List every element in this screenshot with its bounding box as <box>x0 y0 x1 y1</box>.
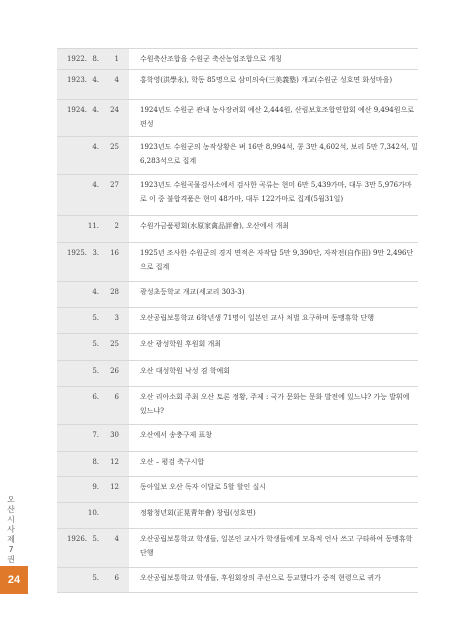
side-title-char: 사 <box>7 525 15 534</box>
day: 4 <box>114 535 119 543</box>
day: 1 <box>114 55 119 63</box>
chronology-row <box>57 216 418 243</box>
event-text: 정황청년회(正晃靑年會) 창립(성호면) <box>140 509 256 517</box>
year: 1925. <box>66 249 87 257</box>
event-text: 오산에서 송충구제 표창 <box>140 431 213 439</box>
date-cell <box>57 216 129 242</box>
event-text: 홍학영(洪學永), 학동 85명으로 삼미의숙(三美義塾) 개교(수원군 성호면 화성마을) <box>140 76 393 84</box>
chronology-row <box>57 387 418 425</box>
day: 25 <box>110 340 119 348</box>
date-cell <box>57 425 129 451</box>
month: 9. <box>92 483 99 491</box>
event-text: 오산 – 평검 축구시합 <box>140 458 205 466</box>
month: 4. <box>92 288 99 296</box>
date-cell <box>57 361 129 386</box>
chronology-row <box>57 175 418 216</box>
date-cell <box>57 334 129 360</box>
date-cell <box>57 282 129 307</box>
month: 5. <box>92 367 99 375</box>
month: 8. <box>92 458 99 466</box>
month: 4. <box>92 106 99 114</box>
date-cell <box>57 243 129 281</box>
chronology-row <box>57 477 418 503</box>
month: 4. <box>92 143 99 151</box>
side-title-char: 권 <box>7 555 15 564</box>
side-title-char: 시 <box>7 515 15 524</box>
day: 3 <box>114 314 119 322</box>
chronology-row <box>57 361 418 387</box>
event-text: 오산 리아소회 주최 오산 토론 정황, 주제 : 국가 문화는 문화 발전에 있느냐? 가능 발휘에 있느냐? <box>140 393 410 415</box>
chronology-row <box>57 48 418 70</box>
month: 4. <box>92 76 99 84</box>
event-text: 수원축산조합을 수원군 축산농업조합으로 개칭 <box>140 55 282 63</box>
month: 8. <box>92 55 99 63</box>
event-text: 수원가금품평회(水原家禽品評會), 오산에서 개최 <box>140 222 290 230</box>
chronology-row <box>57 425 418 452</box>
event-text: 1923년도 수원곡물검사소에서 검사한 곡류는 현미 6만 5,439가마, 대두 3만 5,976가마로 이 중 불합격품은 현미 48가마, 대두 122가마로 집계(5월31일) <box>140 181 412 203</box>
year: 1924. <box>66 106 87 114</box>
chronology-table <box>57 48 418 593</box>
date-cell <box>57 49 129 69</box>
day: 6 <box>114 393 119 401</box>
month: 3. <box>92 249 99 257</box>
chronology-row <box>57 100 418 137</box>
year: 1923. <box>66 76 87 84</box>
event-text: 오산 대성학원 낙성 겸 학예회 <box>140 367 231 375</box>
chronology-row <box>57 503 418 529</box>
date-cell <box>57 477 129 502</box>
chronology-row <box>57 70 418 100</box>
year: 1922. <box>66 55 87 63</box>
date-cell <box>57 100 129 136</box>
event-text: 1925년 조사한 수원군의 경지 면적은 자작답 5만 9,390단, 자작전(自作田) 9만 2,496단으로 집계 <box>140 249 414 271</box>
date-cell <box>57 452 129 476</box>
day: 4 <box>114 76 119 84</box>
date-cell <box>57 175 129 215</box>
day: 2 <box>114 222 119 230</box>
month: 11. <box>87 222 99 230</box>
day: 24 <box>110 106 119 114</box>
month: 4. <box>92 181 99 189</box>
month: 5. <box>92 535 99 543</box>
page-number: 24 <box>0 566 28 594</box>
chronology-row <box>57 308 418 334</box>
day: 25 <box>110 143 119 151</box>
side-title-char: 오 <box>7 495 15 504</box>
chronology-row <box>57 282 418 308</box>
event-text: 1924년도 수원군 관내 농사장려회 예산 2,444원, 산림보호조합연합회 예산 9,494원으로 편성 <box>140 106 415 128</box>
day: 30 <box>110 431 119 439</box>
day: 6 <box>114 574 119 582</box>
book-side-title <box>4 495 18 565</box>
event-text: 오산공립보통학교 학생들, 후원회장의 주선으로 등교했다가 중적 현령으로 귀가 <box>140 574 381 582</box>
month: 5. <box>92 340 99 348</box>
chronology-row <box>57 568 418 593</box>
chronology-row <box>57 243 418 282</box>
month: 5. <box>92 314 99 322</box>
month: 7. <box>92 431 99 439</box>
day: 27 <box>110 181 119 189</box>
event-text: 오산 광성학원 후원회 개최 <box>140 340 222 348</box>
day: 26 <box>110 367 119 375</box>
month: 6. <box>92 393 99 401</box>
event-text: 오산공립보통학교 6학년생 71명이 일본인 교사 처벌 요구하며 동맹휴학 단행 <box>140 314 375 322</box>
event-text: 동아일보 오산 독자 이달로 5할 할인 실시 <box>140 483 266 491</box>
date-cell <box>57 568 129 592</box>
date-cell <box>57 137 129 174</box>
chronology-row <box>57 452 418 477</box>
side-title-char: 산 <box>7 505 15 514</box>
chronology-row <box>57 137 418 175</box>
year: 1926. <box>66 535 87 543</box>
day: 28 <box>110 288 119 296</box>
month: 5. <box>92 574 99 582</box>
date-cell <box>57 308 129 333</box>
side-title-char: 제 <box>7 535 15 544</box>
day: 12 <box>110 483 119 491</box>
chronology-row <box>57 529 418 568</box>
event-text: 오산공립보통학교 학생들, 일본인 교사가 학생들에게 모욕적 언사 쓰고 구타하여 동맹휴학 단행 <box>140 535 413 557</box>
date-cell <box>57 387 129 424</box>
month: 10. <box>87 509 99 517</box>
day: 16 <box>110 249 119 257</box>
chronology-row <box>57 334 418 361</box>
day: 12 <box>110 458 119 466</box>
event-text: 1923년도 수원군의 농작상황은 벼 16만 8,994석, 콩 3만 4,602석, 보리 5만 7,342석, 밀 6,283석으로 집계 <box>140 143 418 165</box>
date-cell <box>57 503 129 528</box>
date-cell <box>57 529 129 567</box>
date-cell <box>57 70 129 99</box>
event-text: 광성초등학교 개교(세교리 303-3) <box>140 288 245 296</box>
side-title-char: 7 <box>8 545 14 554</box>
